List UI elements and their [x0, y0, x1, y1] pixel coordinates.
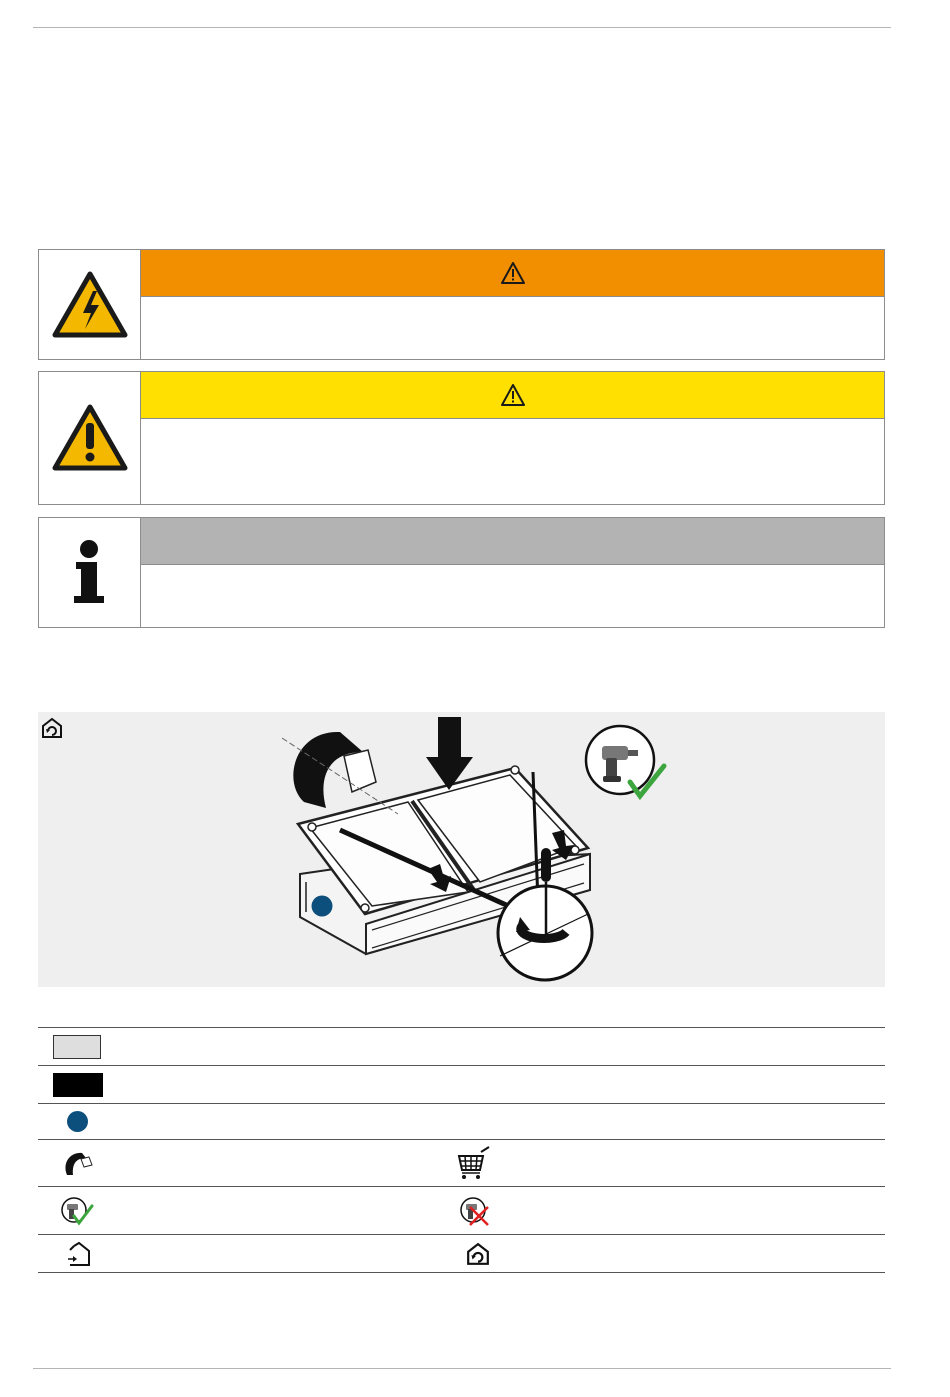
info-icon	[70, 540, 110, 606]
notice-icon-cell	[39, 250, 141, 359]
legend-row	[38, 1140, 885, 1187]
warning-notice	[38, 371, 885, 505]
notice-body	[141, 297, 884, 359]
assembly-illustration	[38, 712, 885, 987]
electric-hazard-icon	[52, 271, 128, 339]
legend-row	[38, 1235, 885, 1273]
drill-not-allowed-icon	[458, 1195, 492, 1227]
info-notice	[38, 517, 885, 628]
drill-allowed-icon	[60, 1196, 94, 1226]
header-rule	[33, 27, 891, 28]
shopping-cart-icon	[456, 1146, 492, 1180]
blue-dot-icon	[67, 1111, 88, 1132]
legend-row	[38, 1028, 885, 1066]
warning-triangle-icon	[500, 261, 526, 285]
legend-row	[38, 1187, 885, 1235]
reversible-house-icon	[466, 1242, 490, 1266]
legend-row	[38, 1104, 885, 1140]
legend-row	[38, 1066, 885, 1104]
notice-header	[141, 518, 884, 565]
warning-triangle-icon	[500, 383, 526, 407]
notice-header	[141, 372, 884, 419]
peel-foil-icon	[62, 1149, 96, 1177]
enclosure-drawing	[268, 712, 668, 987]
danger-notice	[38, 249, 885, 360]
grey-box-icon	[53, 1035, 101, 1059]
reversible-house-icon	[41, 717, 63, 739]
footer-rule	[33, 1368, 891, 1369]
notice-body	[141, 565, 884, 627]
black-box-icon	[53, 1073, 103, 1097]
notice-header	[141, 250, 884, 297]
legend-table	[38, 1027, 885, 1273]
notice-body	[141, 419, 884, 504]
notice-icon-cell	[39, 372, 141, 504]
blue-dot-marker	[312, 896, 333, 917]
exclamation-hazard-icon	[52, 404, 128, 472]
house-arrow-icon	[65, 1241, 93, 1267]
notice-icon-cell	[39, 518, 141, 627]
